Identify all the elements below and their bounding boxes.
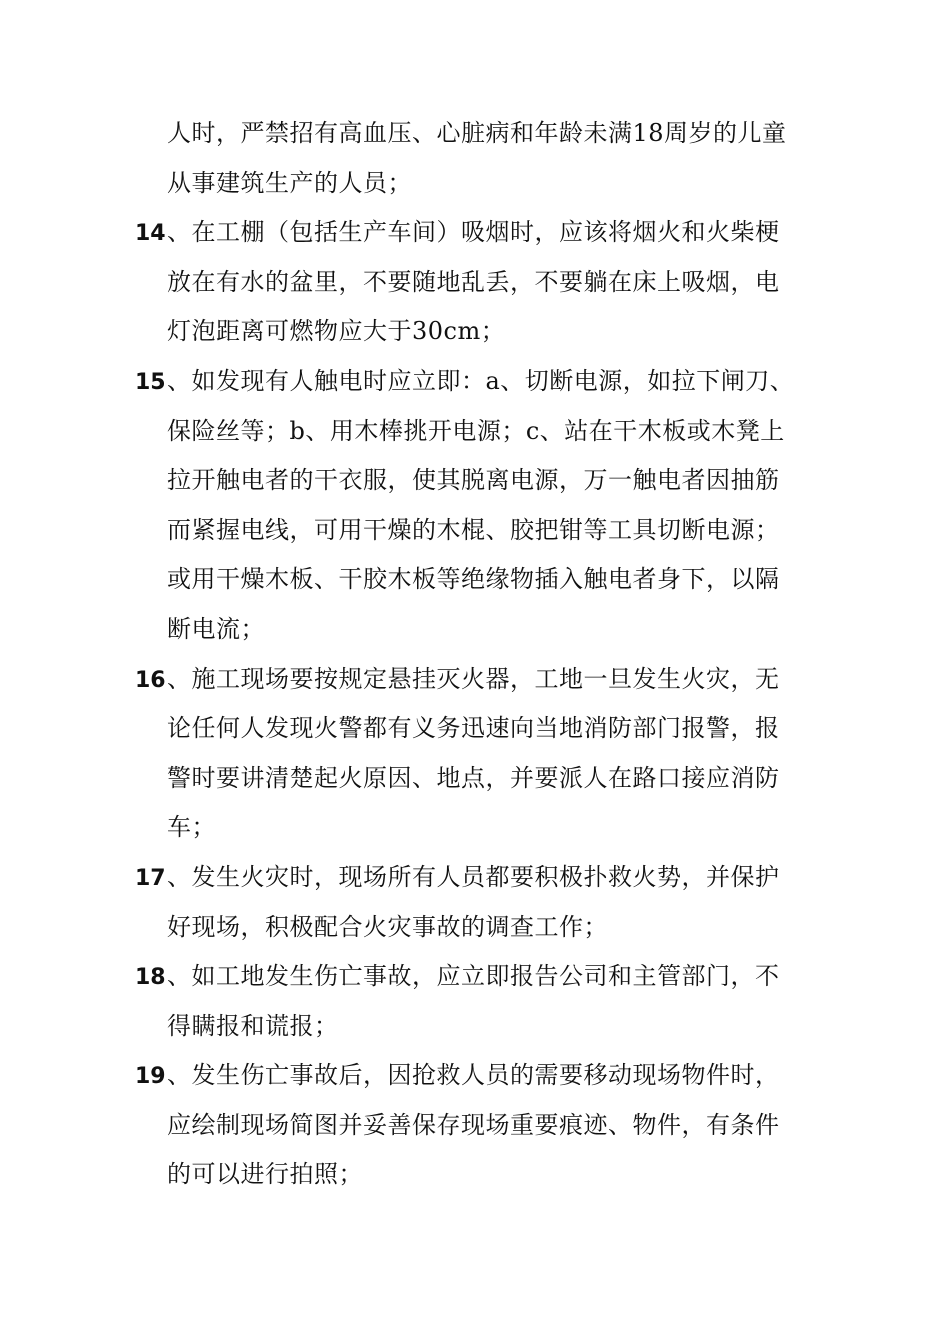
item-number: 18: [135, 965, 166, 991]
list-item-line: 保险丝等；b、用木棒挑开电源；c、站在干木板或木凳上: [167, 416, 785, 445]
list-item-line: 灯泡距离可燃物应大于30cm；: [167, 317, 506, 346]
list-item-line: 拉开触电者的干衣服，使其脱离电源，万一触电者因抽筋: [167, 466, 780, 495]
item-separator: 、: [167, 366, 192, 395]
item-separator: 、: [167, 218, 192, 247]
item-number: 19: [135, 1064, 166, 1090]
item-text: 发生伤亡事故后，因抢救人员的需要移动现场物件时，: [191, 1061, 780, 1090]
item-text: 在工棚（包括生产车间）吸烟时，应该将烟火和火柴梗: [191, 218, 780, 247]
list-item-first-line: [135, 357, 825, 407]
list-item-line: 应绘制现场简图并妥善保存现场重要痕迹、物件，有条件: [167, 1110, 780, 1139]
list-item-line: 警时要讲清楚起火原因、地点，并要派人在路口接应消防: [167, 763, 780, 792]
list-item-line: 论任何人发现火警都有义务迅速向当地消防部门报警，报: [167, 714, 780, 743]
list-item-line: 车；: [167, 813, 216, 842]
item-number: 16: [135, 667, 166, 693]
item-number: 15: [135, 369, 166, 395]
item-text: 发生火灾时，现场所有人员都要积极扑救火势，并保护: [191, 862, 780, 891]
list-item-line: 断电流；: [167, 614, 265, 643]
list-item-first-line: [135, 952, 825, 1002]
list-item-first-line: [135, 655, 825, 705]
item-separator: 、: [167, 664, 192, 693]
item-text: 施工现场要按规定悬挂灭火器，工地一旦发生火灾，无: [191, 664, 780, 693]
item-text: 如工地发生伤亡事故，应立即报告公司和主管部门，不: [191, 962, 780, 991]
list-item-first-line: [135, 208, 825, 258]
document-body: [135, 109, 825, 1200]
list-item-line: 而紧握电线，可用干燥的木棍、胶把钳等工具切断电源；: [167, 515, 780, 544]
list-item-line: 得瞒报和谎报；: [167, 1011, 339, 1040]
item-separator: 、: [167, 862, 192, 891]
item-text: 如发现有人触电时应立即：a、切断电源，如拉下闸刀、: [191, 366, 795, 395]
item-number: 17: [135, 865, 166, 891]
list-item-line: 或用干燥木板、干胶木板等绝缘物插入触电者身下，以隔: [167, 565, 780, 594]
list-item-first-line: [135, 1051, 825, 1101]
intro-line: 人时，严禁招有高血压、心脏病和年龄未满18周岁的儿童: [167, 119, 787, 147]
list-item-first-line: [135, 853, 825, 903]
item-number: 14: [135, 221, 166, 247]
item-separator: 、: [167, 962, 192, 991]
item-separator: 、: [167, 1061, 192, 1090]
intro-line: 从事建筑生产的人员；: [167, 168, 412, 197]
list-item-line: 好现场，积极配合火灾事故的调查工作；: [167, 912, 608, 941]
list-item-line: 的可以进行拍照；: [167, 1160, 363, 1189]
list-item-line: 放在有水的盆里，不要随地乱丢，不要躺在床上吸烟，电: [167, 267, 780, 296]
